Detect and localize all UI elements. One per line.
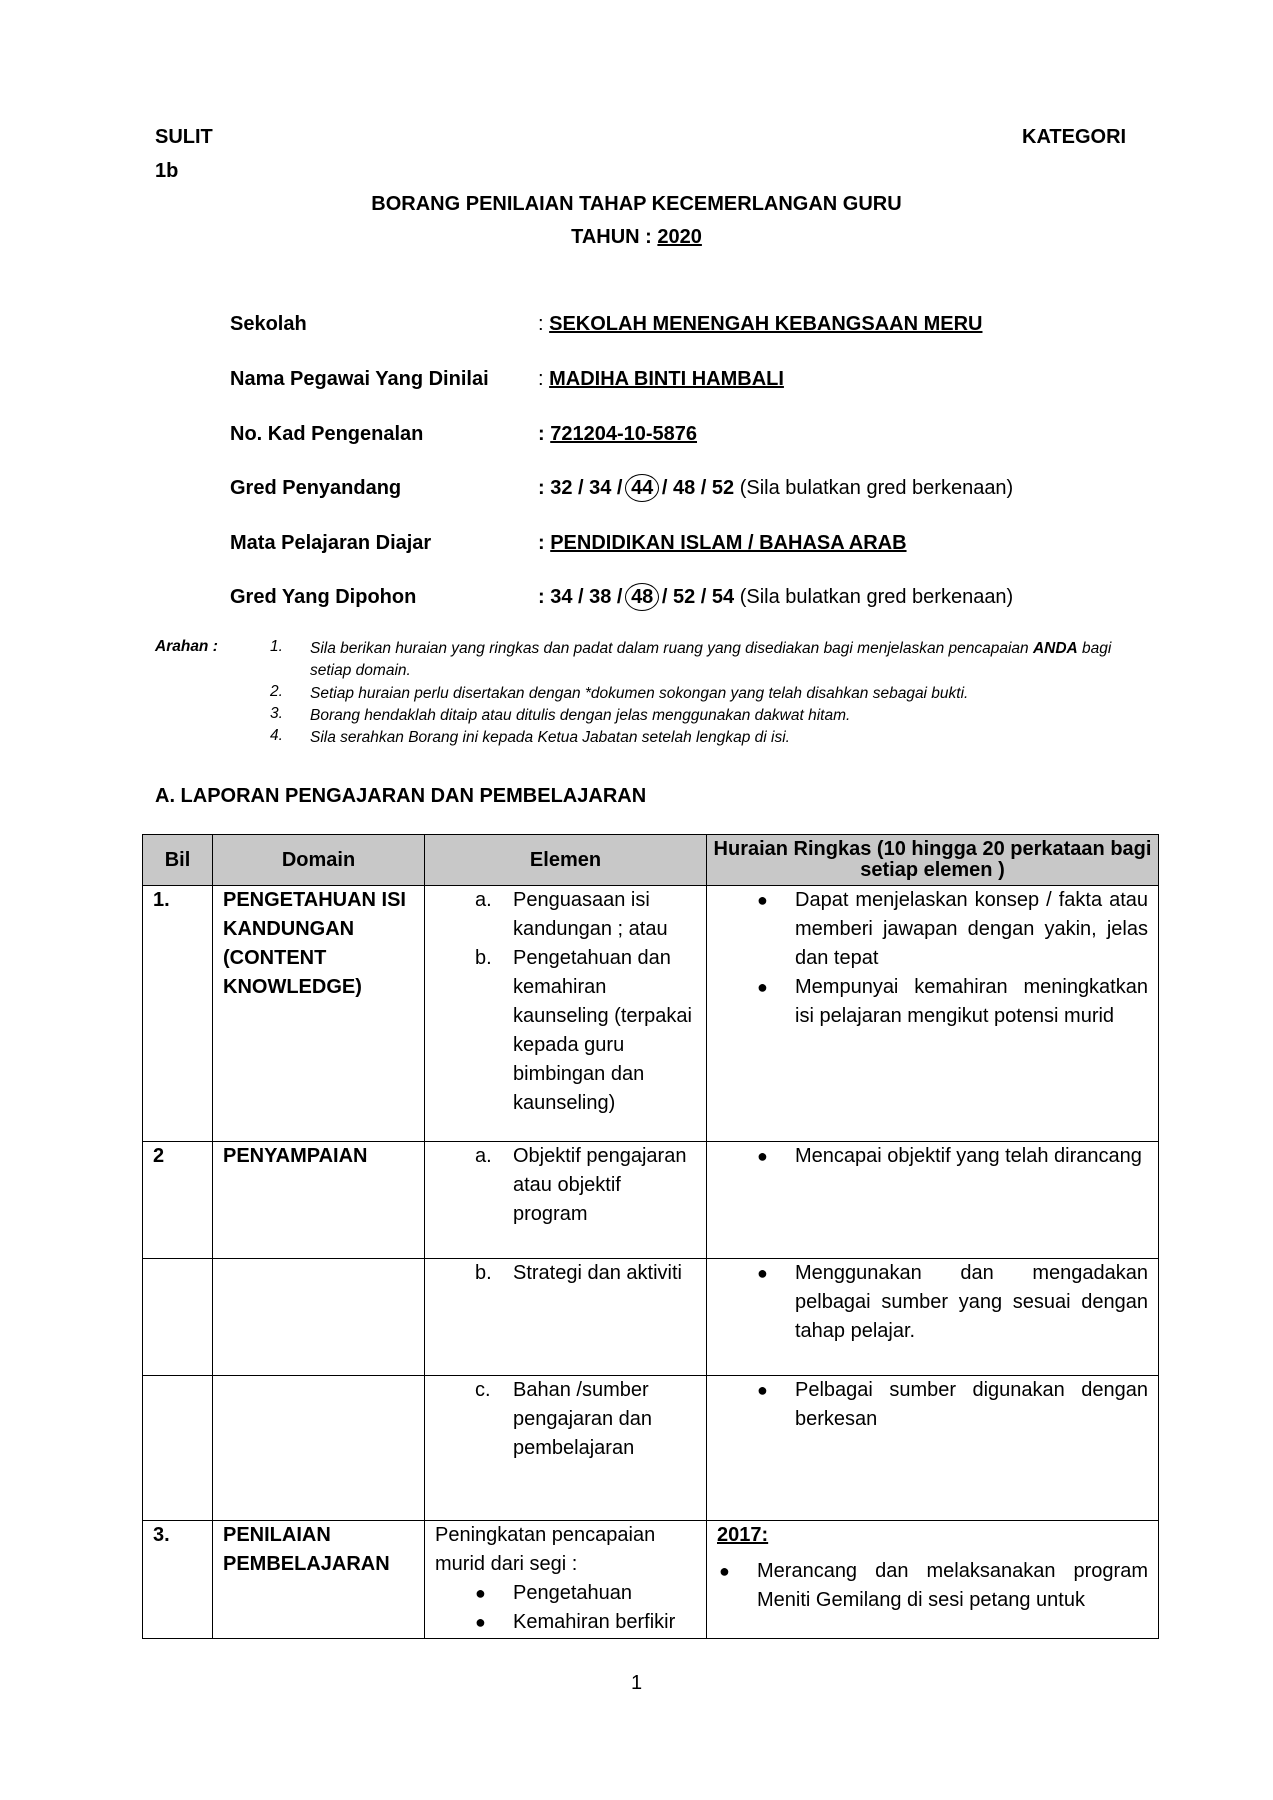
table-row	[143, 1376, 1159, 1521]
sekolah-sep: :	[538, 313, 550, 335]
row-bil	[143, 1376, 213, 1521]
row-bil	[143, 1259, 213, 1376]
form-year-prefix: TAHUN :	[571, 226, 658, 248]
bullet-icon: ●	[757, 977, 768, 997]
row-huraian	[707, 1521, 1159, 1639]
row-elemen	[425, 1259, 707, 1376]
form-year-value: 2020	[657, 226, 702, 248]
row-domain: PENGETAHUAN ISI KANDUNGAN (CONTENT KNOWLEDGE)	[213, 886, 425, 1142]
arahan-text-1: Sila berikan huraian yang ringkas dan padat dalam ruang yang disediakan bagi menjelaskan pencapaian ANDA bagi setiap domain.	[310, 640, 1112, 679]
table-row	[143, 1259, 1159, 1376]
row-domain	[213, 1376, 425, 1521]
kad-number: 721204-10-5876	[550, 423, 698, 445]
header-elemen: Elemen	[425, 835, 707, 886]
row-intro: Peningkatan pencapaian murid dari segi :	[435, 1524, 656, 1575]
nama-value	[538, 368, 784, 391]
row-huraian	[707, 886, 1159, 1142]
pnp-table	[142, 834, 1159, 1639]
nama-name: MADIHA BINTI HAMBALI	[549, 368, 784, 390]
mata-pelajaran-value: : PENDIDIKAN ISLAM / BAHASA ARAB	[538, 532, 907, 554]
list-item: a. Penguasaan isi kandungan ; atau	[475, 889, 668, 940]
kad-label: No. Kad Pengenalan	[230, 423, 424, 445]
list-item: ● Dapat menjelaskan konsep / fakta atau memberi jawapan dengan yakin, jelas dan tepat	[717, 886, 1148, 973]
arahan-label: Arahan :	[155, 638, 218, 655]
table-row	[143, 886, 1159, 1142]
gred-penyandang-suffix: / 48 / 52	[661, 477, 735, 499]
mata-pelajaran-name: PENDIDIKAN ISLAM / BAHASA ARAB	[550, 532, 907, 554]
gred-dipohon-circled: 48	[625, 583, 659, 611]
mata-pelajaran-label: Mata Pelajaran Diajar	[230, 532, 432, 554]
bullet-icon: ●	[475, 1583, 486, 1603]
bullet-icon: ●	[757, 890, 768, 910]
row-elemen	[425, 1142, 707, 1259]
gred-dipohon-suffix: / 52 / 54	[661, 586, 735, 608]
gred-dipohon-label: Gred Yang Dipohon	[230, 586, 417, 608]
nama-label: Nama Pegawai Yang Dinilai	[230, 368, 489, 390]
list-item: ● Menggunakan dan mengadakan pelbagai sumber yang sesuai dengan tahap pelajar.	[717, 1259, 1148, 1346]
gred-dipohon-note: (Sila bulatkan gred berkenaan)	[734, 586, 1014, 608]
table-row	[143, 1142, 1159, 1259]
row-huraian	[707, 1376, 1159, 1521]
list-item: b. Pengetahuan dan kemahiran kaunseling (terpakai kepada guru bimbingan dan kaunseling)	[475, 947, 692, 1114]
sekolah-value	[538, 313, 982, 336]
arahan-num-1: 1.	[270, 638, 283, 655]
sekolah-name: SEKOLAH MENENGAH KEBANGSAAN MERU	[549, 313, 983, 335]
list-item: c. Bahan /sumber pengajaran dan pembelajaran	[475, 1379, 653, 1459]
list-item: b. Strategi dan aktiviti	[475, 1262, 682, 1284]
table-row	[143, 1521, 1159, 1639]
list-item: ● Mempunyai kemahiran meningkatkan isi pelajaran mengikut potensi murid	[717, 973, 1148, 1031]
header-huraian: Huraian Ringkas (10 hingga 20 perkataan bagi setiap elemen )	[707, 835, 1159, 886]
kategori-label: KATEGORI	[1022, 126, 1127, 148]
sekolah-label: Sekolah	[230, 313, 307, 335]
row-bil: 1.	[143, 886, 213, 1142]
row-huraian	[707, 1142, 1159, 1259]
gred-penyandang-prefix: : 32 / 34 /	[538, 477, 623, 499]
row-elemen	[425, 1521, 707, 1639]
row-domain: PENILAIAN PEMBELAJARAN	[213, 1521, 425, 1639]
list-item: ● Pengetahuan	[435, 1579, 696, 1608]
list-item: ● Kemahiran berfikir	[435, 1608, 696, 1637]
gred-dipohon-value	[538, 586, 1013, 609]
section-a-title: A. LAPORAN PENGAJARAN DAN PEMBELAJARAN	[155, 785, 647, 807]
bullet-icon: ●	[475, 1612, 486, 1632]
row-bil: 2	[143, 1142, 213, 1259]
bullet-icon: ●	[719, 1561, 730, 1581]
gred-penyandang-note: (Sila bulatkan gred berkenaan)	[734, 477, 1014, 499]
bullet-icon: ●	[757, 1380, 768, 1400]
list-item: ● Merancang dan melaksanakan program Meniti Gemilang di sesi petang untuk	[717, 1557, 1148, 1615]
gred-penyandang-label: Gred Penyandang	[230, 477, 402, 499]
list-item: a. Objektif pengajaran atau objektif program	[475, 1145, 687, 1225]
nama-sep: :	[538, 368, 550, 390]
list-item: ● Mencapai objektif yang telah dirancang	[717, 1142, 1148, 1171]
kad-value: : 721204-10-5876	[538, 423, 698, 445]
gred-penyandang-value	[538, 477, 1013, 500]
row-huraian	[707, 1259, 1159, 1376]
header-domain: Domain	[213, 835, 425, 886]
document-page: SULIT KATEGORI 1b BORANG PENILAIAN TAHAP KECEMERLANGAN GURU TAHUN : 2020 Sekolah : SEKOLAH MENENGAH KEBANGSAAN MERU Nama Pegawai Yang Dinilai : MADIHA BINTI HAMBALI No. Kad Pengenalan : 721204-10-5876 Gred Penyandang : 32 / 34 / 44 / 48 / 52 (Sila bulatkan gred berkenaan) Mata Pelajaran Diajar : PENDIDIKAN ISLAM / BAHASA ARAB Gred Yang Dipohon : 34 / 38 / 48 / 52 / 54 (Sila bulatkan gred berkenaan) Arahan : 1. Sila berikan huraian yang ringkas dan padat dalam ruang yang disediakan bagi menjelaskan pencapaian ANDA bagi setiap domain. 2. Setiap huraian perlu disertakan dengan *dokumen sokongan yang telah disahkan sebagai bukti. 3. Borang hendaklah ditaip atau ditulis dengan jelas menggunakan dakwat hitam. 4. Sila serahkan Borang ini kepada Ketua Jabatan setelah lengkap di isi. A. LAPORAN PENGAJARAN DAN PEMBELAJARAN Bil Domain Elemen Huraian Ringkas (10 hingga 20 perkataan bagi setiap elemen ) 1. PENGETAHUAN ISI KANDUNGAN (CONTENT KNOWLEDGE) a. Penguasaan isi kandungan ; atau b. Pengetahuan dan kemahiran kaunseling (terpakai kepada guru bimbingan dan kaunseling) ● Dapat menjelaskan konsep / fakta atau memberi jawapan dengan yakin, jelas dan tepat ● Mempunyai kemahiran meningkatkan isi pelajaran mengikut potensi murid 2 PENYAMPAIAN a. Objektif pengajaran atau objektif program ● Mencapai objektif yang telah dirancang b. Strategi dan aktiviti ● Menggunakan dan mengadakan pelbagai sumber yang sesuai dengan tahap pelajar. c. Bahan /sumber pengajaran dan pembelajaran ● Pelbagai sumber digunakan dengan berkesan 3. PENILAIAN PEMBELAJARAN Peningkatan pencapaian murid dari segi : ● Pengetahuan ● Kemahiran berfikir 2017: ● Merancang dan melaksanakan program Meniti Gemilang di sesi petang untuk 1	[0, 0, 1273, 1800]
table-header-row	[143, 835, 1159, 886]
arahan-item-1	[270, 638, 1130, 684]
row-domain: PENYAMPAIAN	[213, 1142, 425, 1259]
header-bil: Bil	[143, 835, 213, 886]
bullet-icon: ●	[757, 1146, 768, 1166]
year-label: 2017:	[717, 1524, 769, 1546]
row-bil: 3.	[143, 1521, 213, 1639]
sulit-label: SULIT	[155, 126, 213, 148]
page-number: 1	[630, 1672, 643, 1694]
list-item: ● Pelbagai sumber digunakan dengan berkesan	[717, 1376, 1148, 1434]
category-code: 1b	[155, 160, 179, 182]
bullet-icon: ●	[757, 1263, 768, 1283]
row-elemen	[425, 1376, 707, 1521]
form-year	[0, 226, 1273, 249]
gred-dipohon-prefix: : 34 / 38 /	[538, 586, 623, 608]
form-title: BORANG PENILAIAN TAHAP KECEMERLANGAN GURU	[371, 193, 902, 215]
row-elemen	[425, 886, 707, 1142]
row-domain	[213, 1259, 425, 1376]
gred-penyandang-circled: 44	[625, 474, 659, 502]
